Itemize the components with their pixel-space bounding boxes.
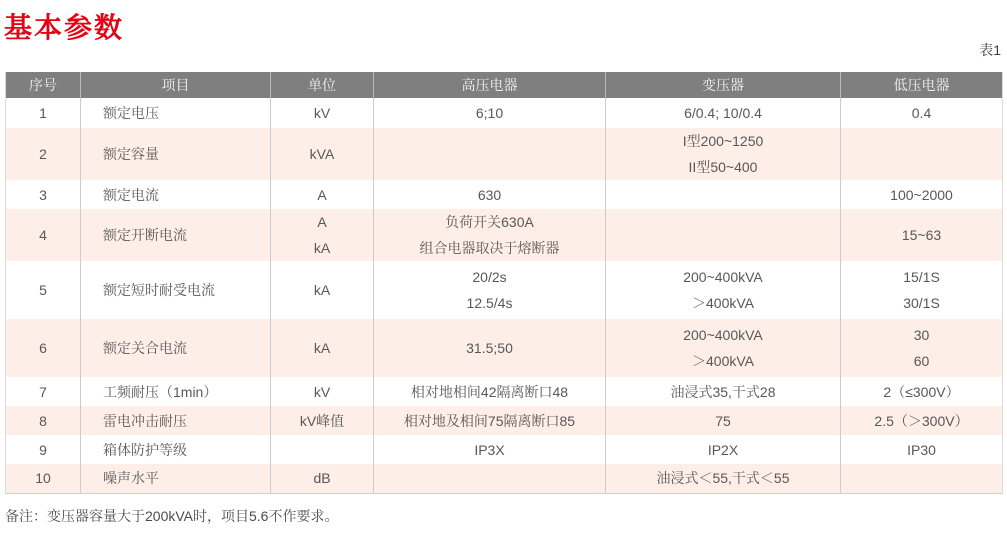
cell-item: 额定关合电流 <box>81 319 271 377</box>
cell-transformer: 油浸式35,干式28 <box>606 377 841 406</box>
cell-lv <box>841 319 1003 377</box>
cell-hv <box>374 464 606 493</box>
cell-no: 7 <box>6 377 81 406</box>
cell-line: 20/2s <box>472 269 507 285</box>
cell-item: 额定电流 <box>81 180 271 209</box>
cell-lv <box>841 128 1003 180</box>
cell-line: A <box>317 214 327 230</box>
cell-unit: kA <box>271 319 374 377</box>
cell-line: 负荷开关630A <box>445 214 534 230</box>
cell-transformer <box>606 180 841 209</box>
cell-line: I型200~1250 <box>682 133 764 149</box>
cell-unit: kA <box>271 261 374 319</box>
cell-transformer: 油浸式＜55,干式＜55 <box>606 464 841 493</box>
table-header-row <box>6 72 1003 98</box>
table-row <box>6 180 1003 209</box>
cell-no: 6 <box>6 319 81 377</box>
cell-lv <box>841 261 1003 319</box>
cell-line: ＞400kVA <box>692 295 754 311</box>
cell-lv: 100~2000 <box>841 180 1003 209</box>
cell-hv <box>374 209 606 261</box>
cell-item: 箱体防护等级 <box>81 435 271 464</box>
cell-no: 1 <box>6 98 81 128</box>
cell-no: 5 <box>6 261 81 319</box>
cell-hv: IP3X <box>374 435 606 464</box>
cell-unit: kVA <box>271 128 374 180</box>
cell-unit <box>271 435 374 464</box>
cell-transformer <box>606 128 841 180</box>
cell-line: 200~400kVA <box>683 327 763 343</box>
cell-item: 额定容量 <box>81 128 271 180</box>
cell-lv: 2.5（＞300V） <box>841 406 1003 435</box>
cell-line: ＞400kVA <box>692 353 754 369</box>
cell-item: 额定电压 <box>81 98 271 128</box>
cell-line: 组合电器取决于熔断器 <box>419 240 560 256</box>
cell-line: 60 <box>913 353 930 369</box>
table-row <box>6 98 1003 128</box>
cell-transformer: IP2X <box>606 435 841 464</box>
cell-lv: 15~63 <box>841 209 1003 261</box>
cell-hv: 31.5;50 <box>374 319 606 377</box>
cell-item: 额定短时耐受电流 <box>81 261 271 319</box>
cell-hv: 相对地及相间75隔离断口85 <box>374 406 606 435</box>
cell-transformer <box>606 319 841 377</box>
cell-hv <box>374 128 606 180</box>
cell-unit: dB <box>271 464 374 493</box>
cell-no: 8 <box>6 406 81 435</box>
cell-unit <box>271 209 374 261</box>
cell-item: 雷电冲击耐压 <box>81 406 271 435</box>
cell-line: 15/1S <box>903 269 940 285</box>
table-row <box>6 261 1003 319</box>
table-row <box>6 209 1003 261</box>
cell-line: 30/1S <box>903 295 940 311</box>
cell-line: 30 <box>913 327 930 343</box>
cell-no: 4 <box>6 209 81 261</box>
cell-line: II型50~400 <box>688 159 758 175</box>
cell-unit: kV <box>271 98 374 128</box>
cell-transformer <box>606 209 841 261</box>
col-header-4: 变压器 <box>606 72 841 98</box>
cell-item: 工频耐压（1min） <box>81 377 271 406</box>
col-header-0: 序号 <box>6 72 81 98</box>
cell-lv <box>841 464 1003 493</box>
cell-lv: 0.4 <box>841 98 1003 128</box>
cell-lv: 2（≤300V） <box>841 377 1003 406</box>
col-header-3: 高压电器 <box>374 72 606 98</box>
cell-no: 10 <box>6 464 81 493</box>
table-row <box>6 319 1003 377</box>
col-header-2: 单位 <box>271 72 374 98</box>
footer-note: 备注：变压器容量大于200kVA时，项目5.6不作要求。 <box>5 508 339 524</box>
cell-no: 2 <box>6 128 81 180</box>
cell-no: 3 <box>6 180 81 209</box>
col-header-5: 低压电器 <box>841 72 1003 98</box>
cell-transformer <box>606 261 841 319</box>
table-row <box>6 406 1003 435</box>
cell-hv: 630 <box>374 180 606 209</box>
cell-line: kA <box>313 240 331 256</box>
table-row <box>6 464 1003 493</box>
table-row <box>6 128 1003 180</box>
cell-unit: A <box>271 180 374 209</box>
page-title: 基本参数 <box>4 12 125 43</box>
cell-transformer: 6/0.4; 10/0.4 <box>606 98 841 128</box>
table-row <box>6 435 1003 464</box>
cell-item: 噪声水平 <box>81 464 271 493</box>
cell-no: 9 <box>6 435 81 464</box>
cell-line: 12.5/4s <box>466 295 513 311</box>
cell-item: 额定开断电流 <box>81 209 271 261</box>
cell-hv: 6;10 <box>374 98 606 128</box>
parameters-table <box>5 72 1003 494</box>
cell-transformer: 75 <box>606 406 841 435</box>
table-tag: 表1 <box>979 42 1001 58</box>
cell-lv: IP30 <box>841 435 1003 464</box>
cell-hv <box>374 261 606 319</box>
col-header-1: 项目 <box>81 72 271 98</box>
table-row <box>6 377 1003 406</box>
cell-unit: kV峰值 <box>271 406 374 435</box>
cell-unit: kV <box>271 377 374 406</box>
cell-hv: 相对地相间42隔离断口48 <box>374 377 606 406</box>
cell-line: 200~400kVA <box>683 269 763 285</box>
